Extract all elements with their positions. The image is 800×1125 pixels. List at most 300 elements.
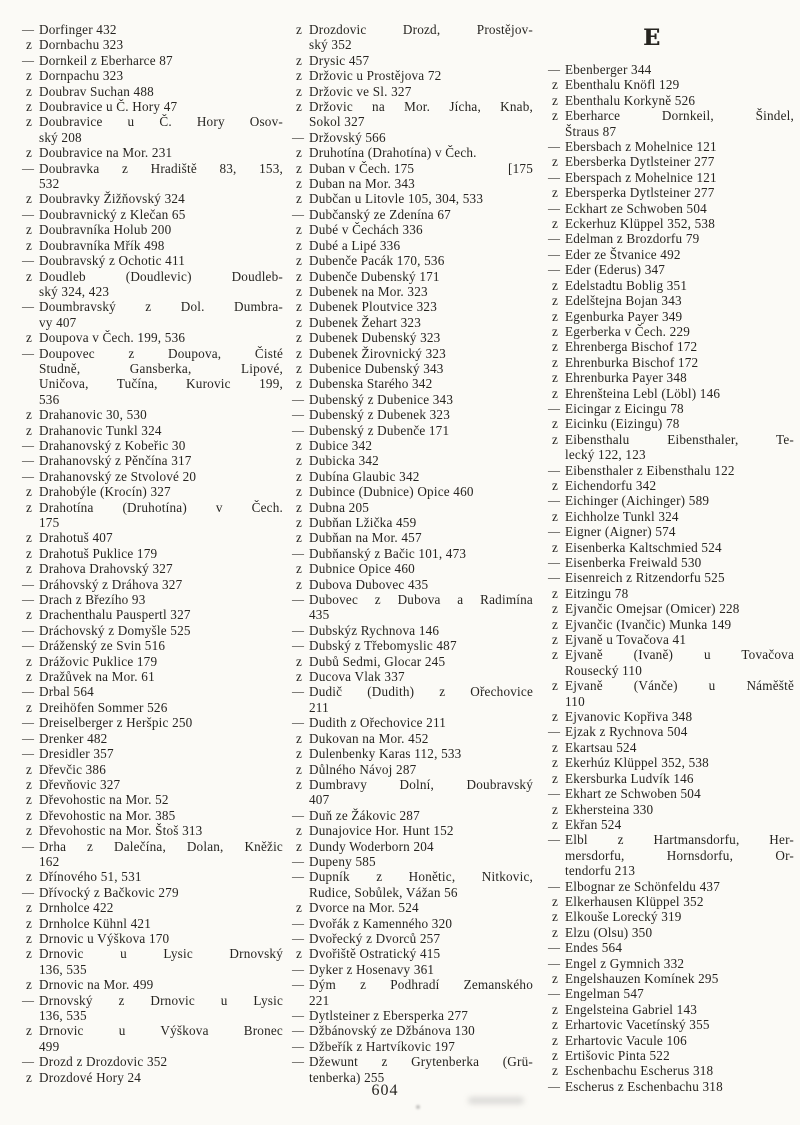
index-entry [13,1023,283,1054]
index-entry [283,977,533,1008]
index-entry [539,324,794,339]
entry-line: Ekerhúz Klüppel 352, 538 [565,755,709,771]
index-entry [13,715,283,730]
entry-line: Eberspach z Mohelnice 121 [565,169,717,185]
entry-line: ský 352 [309,37,352,53]
entry-prefix: z [25,237,32,253]
entry-line: Eichholze Tunkl 324 [565,508,679,524]
entry-prefix: z [25,222,32,238]
entry-prefix: z [25,191,32,207]
entry-prefix: z [551,92,558,108]
entry-line: Dubína Glaubic 342 [309,468,420,484]
entry-prefix: z [295,68,302,84]
entry-prefix: z [295,145,302,161]
entry-line: Dráchovský z Domyšle 525 [39,622,191,638]
entry-line: Dráženský ze Svin 516 [39,638,166,654]
index-entry [283,1039,533,1054]
index-entry [539,879,794,894]
entry-line: Drysic 457 [309,52,370,68]
entry-prefix: z [551,770,558,786]
entry-line: Eibensthalu Eibensthaler, Te- [565,431,794,447]
entry-line: Důlného Návoj 287 [309,761,417,777]
index-entry [13,561,283,576]
entry-line: Studně, Gansberka, Lipové, [39,360,283,376]
entry-line: Dresidler 357 [39,746,114,762]
entry-prefix: z [551,477,558,493]
entry-line: Drnovic u Výškova Bronec [39,1023,283,1039]
entry-prefix: z [551,709,558,725]
index-entry [283,1054,533,1085]
index-entry [13,253,283,268]
entry-prefix: z [25,422,32,438]
ditto-dash: — [548,139,558,154]
entry-line: Ejvaně (Ivaně) u Tovačova [565,647,794,663]
entry-prefix: z [25,792,32,808]
ditto-dash: — [292,977,302,992]
entry-line: 532 [39,176,60,192]
index-entry [539,93,794,108]
index-entry [13,453,283,468]
entry-prefix: z [295,330,302,346]
entry-line: tenberka) 255 [309,1069,385,1085]
entry-prefix: z [551,154,558,170]
entry-prefix: z [25,407,32,423]
index-entry [283,299,533,314]
entry-line: Dubskýz Rychnova 146 [309,622,440,638]
entry-line: Dubna 205 [309,499,370,515]
entry-line: Dunajovice Hor. Hunt 152 [309,823,454,839]
index-entry [283,916,533,931]
ditto-dash: — [22,884,32,899]
index-entry [539,401,794,416]
entry-line: Eisenberka Freiwald 530 [565,555,702,570]
entry-prefix: z [551,508,558,524]
entry-prefix: z [25,68,32,84]
index-entry [283,99,533,130]
index-entry [283,22,533,53]
index-entry [13,114,283,145]
entry-line: Dřevčic 386 [39,761,107,777]
index-entry [283,638,533,653]
entry-line: Drachenthalu Pauspertl 327 [39,607,191,623]
entry-line: Drahanovský z Pěnčína 317 [39,453,192,469]
index-entry [283,684,533,715]
entry-line: Ehrenburka Payer 348 [565,370,687,386]
entry-line: Duň ze Žákovic 287 [309,807,420,823]
index-entry [283,1008,533,1023]
entry-prefix: z [295,653,302,669]
index-entry [283,515,533,530]
entry-prefix: z [295,730,302,746]
index-entry [539,709,794,724]
index-entry [283,654,533,669]
index-entry [13,823,283,838]
ditto-dash: — [548,724,558,739]
entry-line: Dřevňovic 327 [39,776,121,792]
index-entry [539,894,794,909]
index-entry [283,191,533,206]
index-column-3 [539,22,794,1094]
entry-line: Dubčanský ze Zdenína 67 [309,206,451,222]
entry-line: Dubenek Ploutvice 323 [309,299,437,315]
entry-line: Uničova, Tučína, Kurovic 199, [39,376,283,392]
entry-line: Duban na Mor. 343 [309,176,415,192]
index-entry [13,869,283,884]
entry-line: Držovic ve Sl. 327 [309,83,412,99]
index-entry [539,139,794,154]
entry-line: Elkerhausen Klüppel 352 [565,893,704,909]
index-entry [539,1048,794,1063]
entry-prefix: z [25,761,32,777]
index-entry [13,777,283,792]
entry-line: Ekartsau 524 [565,739,637,755]
ditto-dash: — [22,468,32,483]
index-entry [539,185,794,200]
index-entry [539,570,794,585]
index-entry [283,392,533,407]
entry-prefix: z [551,370,558,386]
index-entry [13,238,283,253]
ditto-dash: — [548,555,558,569]
ditto-dash: — [548,570,558,585]
index-entry [283,253,533,268]
index-entry [13,222,283,237]
entry-line: Ekhersteina 330 [565,801,654,817]
index-entry [283,500,533,515]
index-entry [283,900,533,915]
entry-prefix: z [25,823,32,839]
index-entry [539,632,794,647]
ditto-dash: — [548,986,558,1001]
entry-prefix: z [295,52,302,68]
index-entry [539,154,794,169]
entry-line: Dubenek Žehart 323 [309,314,421,330]
entry-prefix: z [25,99,32,115]
index-entry [283,561,533,576]
entry-prefix: z [551,216,558,232]
entry-line: Eckerhuz Klüppel 352, 538 [565,216,716,232]
index-column-1 [13,22,283,1094]
entry-line: 136, 535 [39,1008,87,1023]
entry-line: Dupník z Honětic, Nitkovic, [309,869,533,885]
index-entry [13,68,283,83]
entry-line: Dubčan u Litovle 105, 304, 533 [309,191,484,207]
index-entry [539,355,794,370]
index-entry [13,22,283,37]
entry-line: Rudice, Sobůlek, Vážan 56 [309,884,458,900]
index-entry [13,808,283,823]
ditto-dash: — [292,1038,302,1053]
ditto-dash: — [292,1023,302,1038]
index-entry [283,68,533,83]
entry-prefix: z [551,632,558,648]
entry-line: Engel z Gymnich 332 [565,955,685,971]
entry-line: tendorfu 213 [565,863,636,879]
index-entry [283,453,533,468]
entry-line: Dubňanský z Bačic 101, 473 [309,545,467,561]
entry-line: Dvořiště Ostratický 415 [309,946,441,962]
entry-prefix: z [551,339,558,355]
entry-prefix: z [25,699,32,715]
index-entry [13,993,283,1024]
index-entry [13,161,283,192]
entry-line: Eicinku (Eizingu) 78 [565,416,680,432]
entry-prefix: z [551,893,558,909]
entry-prefix: z [295,468,302,484]
entry-prefix: z [551,678,558,694]
index-entry [539,740,794,755]
entry-line: 110 [565,693,585,709]
entry-prefix: z [551,755,558,771]
entry-line: 221 [309,992,330,1008]
entry-line: Ejvaně (Vánče) u Náměště [565,678,794,694]
scan-artifact [468,1097,524,1104]
index-entry [13,577,283,592]
index-entry [539,586,794,601]
entry-prefix: z [551,1032,558,1048]
entry-line: Dubenský z Dubenče 171 [309,422,450,438]
ditto-dash: — [22,437,32,452]
entry-line: Dubenský z Dubenek 323 [309,407,451,423]
index-entry [283,623,533,638]
index-entry [13,99,283,114]
index-entry [13,900,283,915]
index-entry [283,176,533,191]
index-entry [539,108,794,139]
entry-prefix: z [25,530,32,546]
entry-line: Drozdovic Drozd, Prostějov- [309,22,533,37]
entry-line: Dubů Sedmi, Glocar 245 [309,653,446,669]
entry-line: Ekřan 524 [565,816,622,832]
index-entry [13,684,283,699]
entry-line: lecký 122, 123 [565,447,646,463]
entry-line: Escherus z Eschenbachu 318 [565,1078,723,1094]
ditto-dash: — [292,915,302,930]
index-entry [539,909,794,924]
entry-line: Ehrenšteina Lebl (Löbl) 146 [565,385,721,401]
ditto-dash: — [22,576,32,591]
entry-line: Drahova Drahovský 327 [39,561,173,577]
entry-prefix: z [295,530,302,546]
entry-line: Dřevohostic na Mor. Štoš 313 [39,823,203,839]
entry-prefix: z [295,561,302,577]
entry-line: ský 324, 423 [39,283,110,299]
ditto-dash: — [548,955,558,970]
entry-prefix: z [295,669,302,685]
index-entry [13,407,283,422]
ditto-dash: — [548,493,558,508]
ditto-dash: — [292,391,302,406]
entry-line: mersdorfu, Hornsdorfu, Or- [565,847,794,863]
entry-line: Ejvančic (Ivančic) Munka 149 [565,616,732,632]
index-entry [283,315,533,330]
entry-prefix: z [295,83,302,99]
ditto-dash: — [22,1054,32,1069]
entry-line: Dřevohostic na Mor. 385 [39,807,176,823]
entry-prefix: z [25,1069,32,1085]
entry-prefix: z [295,946,302,962]
ditto-dash: — [292,684,302,699]
entry-line: Eichinger (Aichinger) 589 [565,493,710,509]
entry-prefix: z [295,437,302,453]
index-entry [13,669,283,684]
entry-line: Doubrav Suchan 488 [39,83,154,99]
ditto-dash: — [22,730,32,745]
index-entry [13,839,283,870]
entry-prefix: z [551,647,558,663]
index-entry [13,84,283,99]
entry-line: Ebenthalu Korkyně 526 [565,92,696,108]
entry-line: Engelsteina Gabriel 143 [565,1001,698,1017]
entry-line: Ebersbach z Mohelnice 121 [565,139,717,155]
entry-prefix: z [551,601,558,617]
entry-prefix: z [25,607,32,623]
entry-line: Drahanovský z Kobeřic 30 [39,437,186,453]
ditto-dash: — [548,169,558,184]
ditto-dash: — [548,462,558,477]
entry-line: Dubovec z Dubova a Radimína [309,592,533,608]
index-entry [283,84,533,99]
entry-line: 407 [309,792,330,808]
index-columns [13,22,794,1094]
index-entry [13,592,283,607]
entry-line: Drahanovic Tunkl 324 [39,422,162,438]
entry-prefix: z [295,160,302,176]
entry-prefix: z [295,345,302,361]
index-entry [283,808,533,823]
ditto-dash: — [292,407,302,422]
entry-prefix: z [551,308,558,324]
entry-prefix: z [551,970,558,986]
index-entry [283,484,533,499]
entry-line: Drozd z Drozdovic 352 [39,1054,168,1070]
ditto-dash: — [548,62,558,76]
index-entry [539,386,794,401]
entry-line: Elbl z Hartmansdorfu, Her- [565,832,794,848]
entry-line: Ekersburka Ludvík 146 [565,770,694,786]
entry-line: Dubenska Starého 342 [309,376,433,392]
entry-prefix: z [295,499,302,515]
ditto-dash: — [22,453,32,468]
entry-line: Doubravníka Mřík 498 [39,237,165,253]
entry-prefix: z [295,268,302,284]
ditto-dash: — [548,262,558,277]
entry-line: Dornbachu 323 [39,37,124,53]
entry-line: Dráhovský z Dráhova 327 [39,576,183,592]
index-entry [283,376,533,391]
ditto-dash: — [22,746,32,761]
entry-prefix: z [295,746,302,762]
entry-line: Dubský z Třebomyslic 487 [309,638,457,654]
ditto-dash: — [22,715,32,730]
index-entry [539,77,794,92]
index-entry [283,407,533,422]
entry-prefix: z [295,484,302,500]
index-entry [283,592,533,623]
ditto-dash: — [22,592,32,607]
entry-line: Eicingar z Eicingu 78 [565,400,684,416]
entry-line: Eichendorfu 342 [565,477,657,493]
entry-prefix: z [295,376,302,392]
index-entry [13,638,283,653]
entry-line: Ejvaně u Tovačova 41 [565,632,687,648]
index-entry [283,823,533,838]
entry-prefix: z [25,977,32,993]
entry-line: Dým z Podhradí Zemanského [309,977,533,993]
entry-line: Dytlsteiner z Ebersperka 277 [309,1008,469,1023]
index-entry [539,724,794,739]
ditto-dash: — [548,524,558,539]
entry-line: Dvořecký z Dvorců 257 [309,930,441,946]
index-entry [13,731,283,746]
entry-line: Eschenbachu Escherus 318 [565,1063,714,1079]
index-entry [13,299,283,330]
entry-line: Drbal 564 [39,684,94,700]
ditto-dash: — [22,838,32,853]
ditto-dash: — [292,129,302,144]
index-entry [539,817,794,832]
index-entry [539,463,794,478]
index-entry [539,247,794,262]
entry-line: Edelman z Brozdorfu 79 [565,231,700,247]
index-entry [539,278,794,293]
index-entry [283,1023,533,1038]
index-entry [539,617,794,632]
index-entry [539,216,794,231]
entry-line: Dubice 342 [309,437,373,453]
entry-line: Ebenberger 344 [565,62,652,77]
index-entry [539,986,794,1001]
entry-prefix: z [295,314,302,330]
entry-prefix: z [25,114,32,130]
ditto-dash: — [292,1008,302,1022]
ditto-dash: — [548,400,558,415]
entry-prefix: z [25,776,32,792]
index-entry [539,262,794,277]
index-entry [13,145,283,160]
entry-prefix: z [551,616,558,632]
entry-line: Drážovic Puklice 179 [39,653,158,669]
entry-prefix: z [295,776,302,792]
index-entry [13,946,283,977]
ditto-dash: — [292,869,302,884]
ditto-dash: — [292,592,302,607]
entry-line: Elbognar ze Schönfeldu 437 [565,878,720,894]
entry-line: Dorfinger 432 [39,22,117,37]
entry-prefix: z [551,293,558,309]
entry-line: Dundy Woderborn 204 [309,838,434,854]
index-entry [283,53,533,68]
ditto-dash: — [22,638,32,653]
ditto-dash: — [22,52,32,67]
index-entry [283,839,533,854]
index-column-2 [283,22,533,1094]
index-entry [539,524,794,539]
ditto-dash: — [22,160,32,175]
entry-prefix: z [295,299,302,315]
entry-prefix: z [25,268,32,284]
index-entry [539,555,794,570]
index-entry [13,654,283,669]
entry-line: Egerberka v Čech. 229 [565,323,691,339]
entry-line: Sokol 327 [309,114,365,130]
entry-prefix: z [295,453,302,469]
index-entry [539,293,794,308]
entry-prefix: z [295,360,302,376]
entry-prefix: z [295,237,302,253]
index-entry [13,931,283,946]
entry-line: Dreiselberger z Heršpic 250 [39,715,193,731]
